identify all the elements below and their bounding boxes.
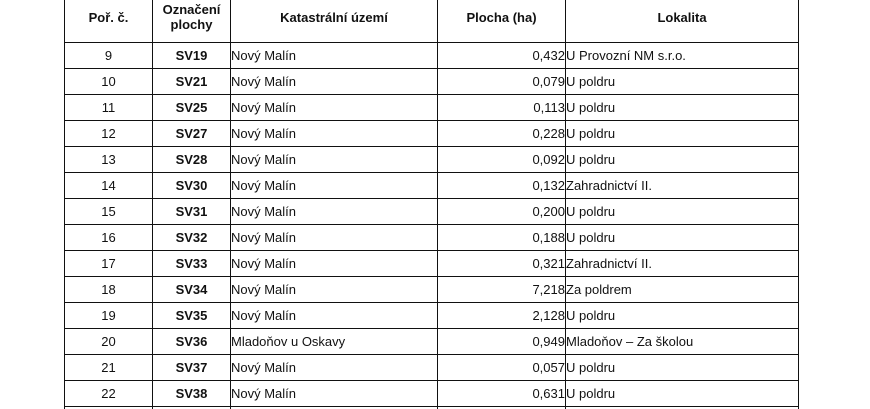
row-area: 0,092	[438, 147, 566, 173]
row-code: SV21	[153, 69, 231, 95]
table-row	[65, 225, 799, 251]
areas-table	[64, 0, 799, 409]
row-locality: U poldru	[566, 95, 799, 121]
row-number: 11	[65, 95, 153, 121]
row-area: 0,228	[438, 121, 566, 147]
row-code: SV25	[153, 95, 231, 121]
row-cadastral-area: Nový Malín	[231, 251, 438, 277]
row-cadastral-area: Nový Malín	[231, 225, 438, 251]
row-area: 2,128	[438, 303, 566, 329]
row-area: 0,432	[438, 43, 566, 69]
table-row	[65, 173, 799, 199]
row-area: 0,132	[438, 173, 566, 199]
row-cadastral-area: Nový Malín	[231, 381, 438, 407]
table-row	[65, 121, 799, 147]
row-number: 17	[65, 251, 153, 277]
row-cadastral-area: Nový Malín	[231, 199, 438, 225]
header-code	[153, 0, 231, 43]
row-cadastral-area: Nový Malín	[231, 69, 438, 95]
table-header-row	[65, 0, 799, 43]
row-locality: Zahradnictví II.	[566, 251, 799, 277]
row-code: SV37	[153, 355, 231, 381]
row-locality: U poldru	[566, 303, 799, 329]
row-area: 0,057	[438, 355, 566, 381]
row-number: 16	[65, 225, 153, 251]
row-number: 9	[65, 43, 153, 69]
row-cadastral-area: Nový Malín	[231, 43, 438, 69]
row-area: 0,188	[438, 225, 566, 251]
row-locality: U poldru	[566, 225, 799, 251]
row-code: SV28	[153, 147, 231, 173]
table-row	[65, 381, 799, 407]
table-row	[65, 147, 799, 173]
row-number: 12	[65, 121, 153, 147]
table-row	[65, 303, 799, 329]
row-number: 21	[65, 355, 153, 381]
row-number: 18	[65, 277, 153, 303]
row-locality: U poldru	[566, 69, 799, 95]
row-cadastral-area: Nový Malín	[231, 303, 438, 329]
row-cadastral-area: Mladoňov u Oskavy	[231, 329, 438, 355]
row-locality: U poldru	[566, 121, 799, 147]
row-locality: Zahradnictví II.	[566, 173, 799, 199]
row-code: SV27	[153, 121, 231, 147]
table-row	[65, 43, 799, 69]
row-code: SV38	[153, 381, 231, 407]
row-code: SV19	[153, 43, 231, 69]
row-code: SV31	[153, 199, 231, 225]
header-locality: Lokalita	[566, 0, 799, 43]
header-area: Plocha (ha)	[438, 0, 566, 43]
row-locality: U poldru	[566, 381, 799, 407]
header-no: Poř. č.	[65, 0, 153, 43]
row-number: 14	[65, 173, 153, 199]
table-row	[65, 355, 799, 381]
header-ku: Katastrální území	[231, 0, 438, 43]
row-area: 0,113	[438, 95, 566, 121]
row-number: 20	[65, 329, 153, 355]
row-area: 0,321	[438, 251, 566, 277]
row-locality: U poldru	[566, 147, 799, 173]
table-row	[65, 251, 799, 277]
row-cadastral-area: Nový Malín	[231, 173, 438, 199]
header-code-line1: Označení	[162, 2, 221, 17]
row-area: 0,631	[438, 381, 566, 407]
row-code: SV30	[153, 173, 231, 199]
row-area: 0,949	[438, 329, 566, 355]
table-row	[65, 329, 799, 355]
row-area: 0,200	[438, 199, 566, 225]
row-locality: U Provozní NM s.r.o.	[566, 43, 799, 69]
table-row	[65, 69, 799, 95]
table-body	[65, 43, 799, 409]
table-row	[65, 199, 799, 225]
row-locality: Za poldrem	[566, 277, 799, 303]
row-locality: U poldru	[566, 355, 799, 381]
table-row	[65, 95, 799, 121]
table-row	[65, 277, 799, 303]
row-code: SV35	[153, 303, 231, 329]
row-cadastral-area: Nový Malín	[231, 121, 438, 147]
row-number: 10	[65, 69, 153, 95]
row-cadastral-area: Nový Malín	[231, 277, 438, 303]
row-number: 15	[65, 199, 153, 225]
row-code: SV34	[153, 277, 231, 303]
row-number: 13	[65, 147, 153, 173]
row-code: SV33	[153, 251, 231, 277]
row-locality: U poldru	[566, 199, 799, 225]
row-cadastral-area: Nový Malín	[231, 95, 438, 121]
row-area: 7,218	[438, 277, 566, 303]
row-code: SV32	[153, 225, 231, 251]
row-number: 22	[65, 381, 153, 407]
row-cadastral-area: Nový Malín	[231, 355, 438, 381]
row-cadastral-area: Nový Malín	[231, 147, 438, 173]
row-code: SV36	[153, 329, 231, 355]
header-code-line2: plochy	[170, 17, 213, 32]
row-locality: Mladoňov – Za školou	[566, 329, 799, 355]
row-number: 19	[65, 303, 153, 329]
row-area: 0,079	[438, 69, 566, 95]
